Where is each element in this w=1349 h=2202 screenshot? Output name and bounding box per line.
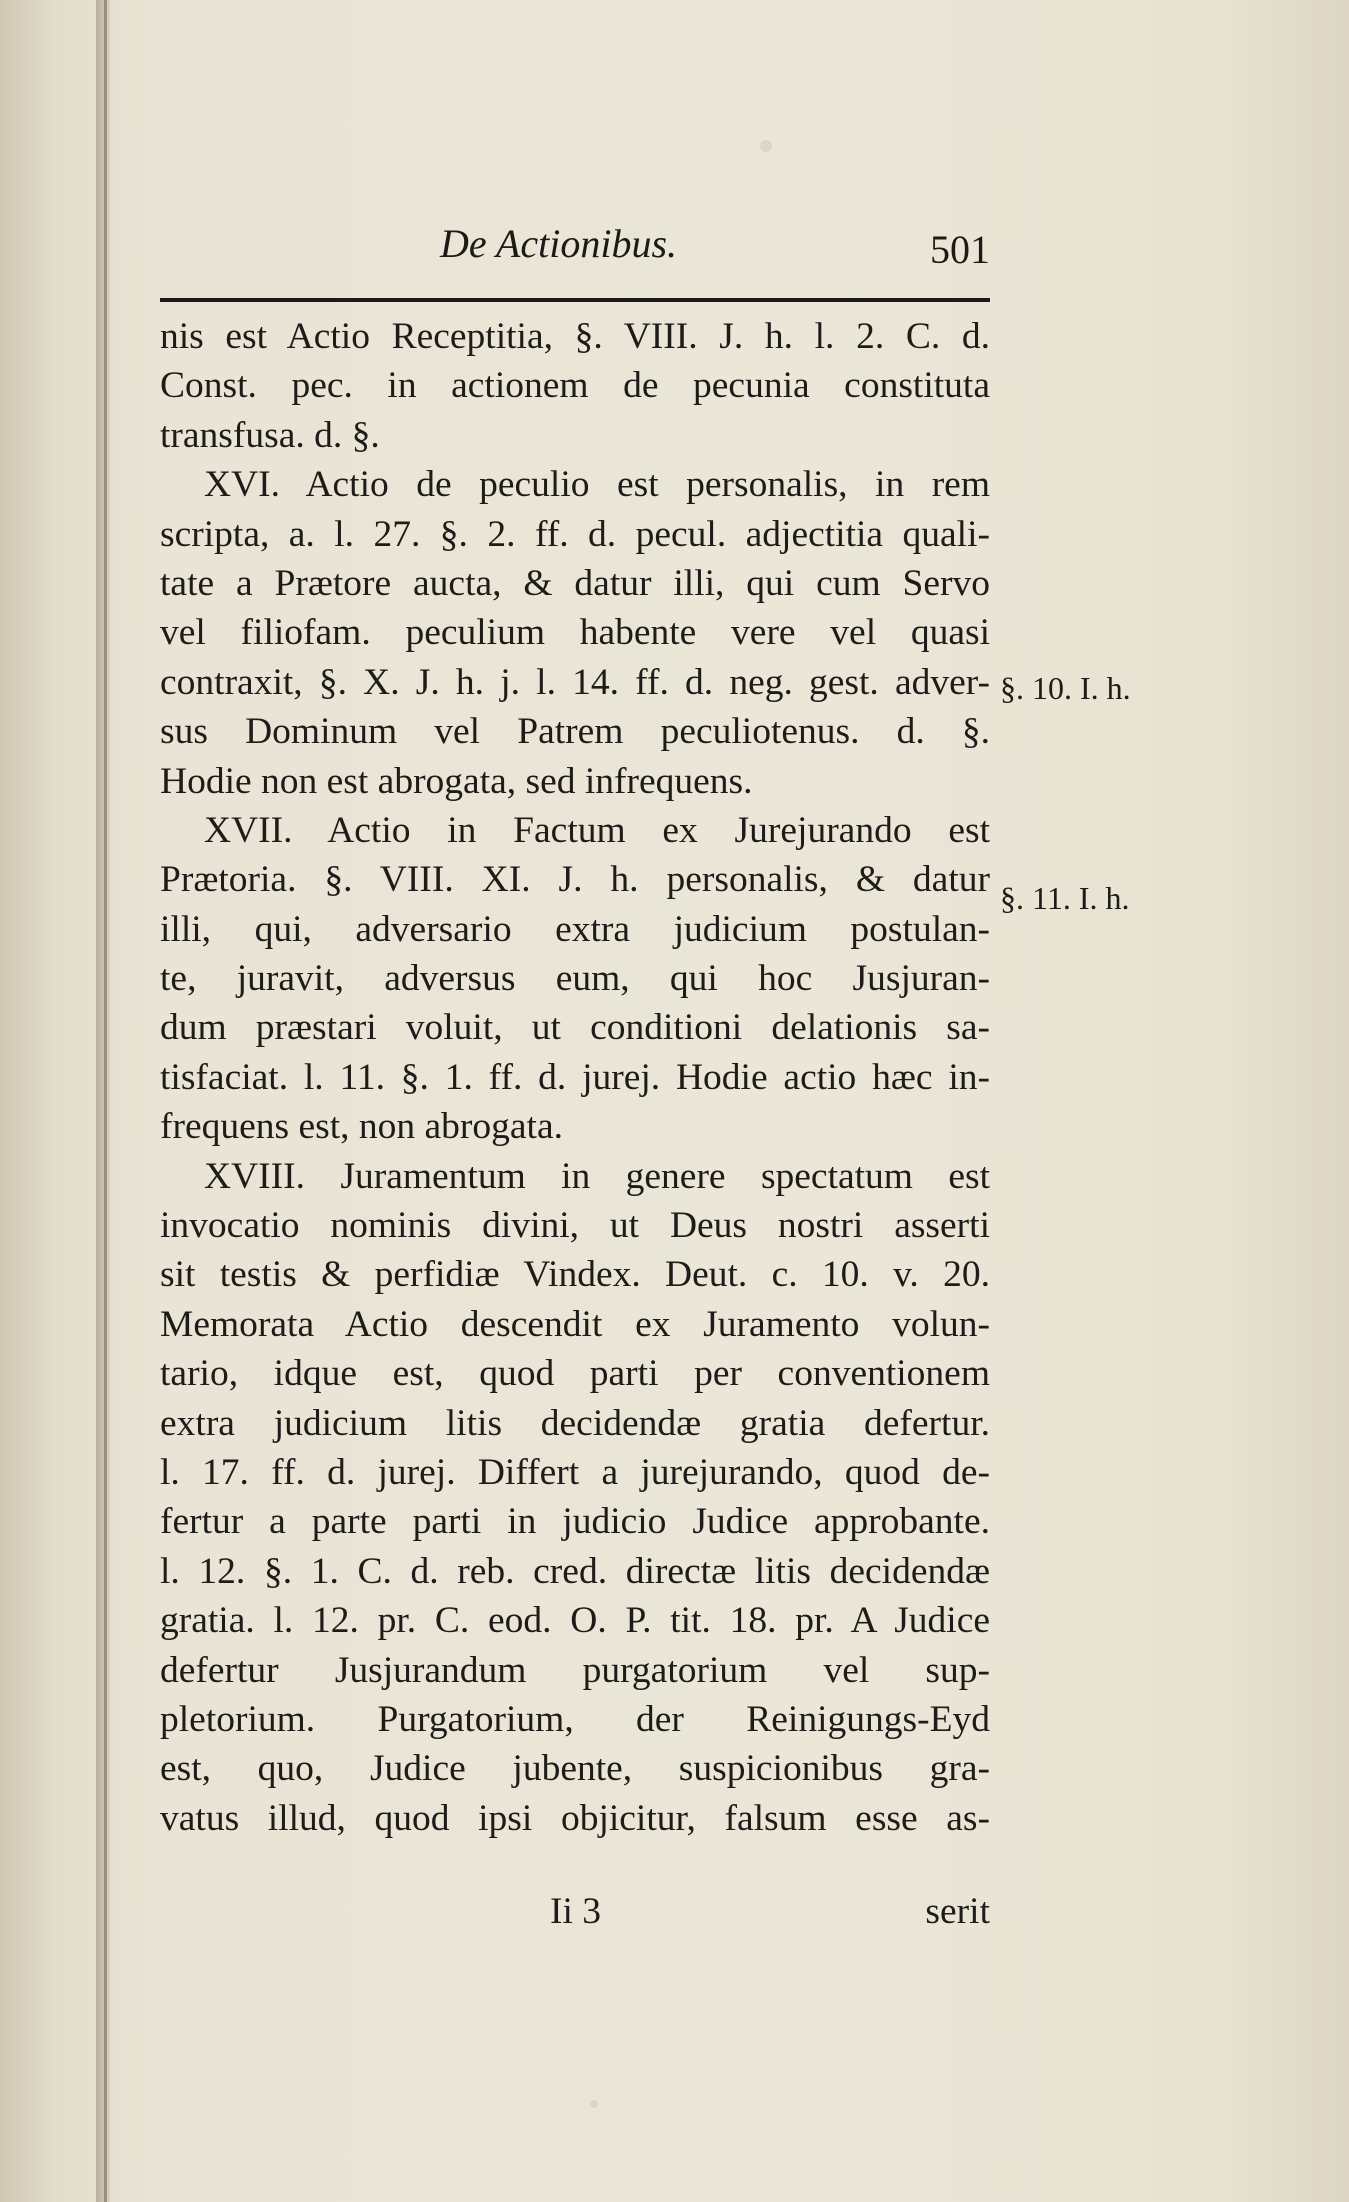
text-line: vatus illud, quod ipsi objicitur, falsum esse as- xyxy=(160,1797,990,1839)
text-line: illi, qui, adversario extra judicium postulan- xyxy=(160,908,990,950)
text-line: l. 12. §. 1. C. d. reb. cred. directæ litis decidendæ xyxy=(160,1550,990,1592)
catchword: serit xyxy=(925,1891,990,1932)
text-line: scripta, a. l. 27. §. 2. ff. d. pecul. adjectitia quali- xyxy=(160,513,990,555)
foxing-spot xyxy=(760,140,772,152)
page-footer xyxy=(160,1890,990,1950)
text-line: vel filiofam. peculium habente vere vel quasi xyxy=(160,612,990,654)
binding-edge xyxy=(104,0,107,2202)
text-line: est, quo, Judice jubente, suspicionibus gra- xyxy=(160,1748,990,1790)
signature-mark: Ii 3 xyxy=(550,1891,602,1932)
text-line: nis est Actio Receptitia, §. VIII. J. h. l. 2. C. d. xyxy=(160,316,990,357)
text-line: XVII. Actio in Factum ex Jurejurando est xyxy=(204,809,990,851)
text-line: XVIII. Juramentum in genere spectatum est xyxy=(204,1155,990,1197)
text-line: transfusa. d. §. xyxy=(160,414,380,456)
page-number: 501 xyxy=(930,227,990,272)
text-line: tate a Prætore aucta, & datur illi, qui cum Servo xyxy=(160,562,990,604)
text-line: l. 17. ff. d. jurej. Differt a jurejurando, quod de- xyxy=(160,1451,990,1493)
text-line: tisfaciat. l. 11. §. 1. ff. d. jurej. Hodie actio hæc in- xyxy=(160,1056,990,1098)
text-line: Memorata Actio descendit ex Juramento volun- xyxy=(160,1303,990,1345)
text-line: gratia. l. 12. pr. C. eod. O. P. tit. 18. pr. A Judice xyxy=(160,1600,990,1642)
text-line: Const. pec. in actionem de pecunia constituta xyxy=(160,365,990,407)
text-line: dum præstari voluit, ut conditioni delationis sa- xyxy=(160,1007,990,1049)
text-line: sit testis & perfidiæ Vindex. Deut. c. 10. v. 20. xyxy=(160,1254,990,1296)
margin-note: §. 10. I. h. xyxy=(1000,670,1131,706)
text-line: contraxit, §. X. J. h. j. l. 14. ff. d. neg. gest. adver- xyxy=(160,661,990,703)
margin-note: §. 11. I. h. xyxy=(1000,880,1130,916)
text-line: fertur a parte parti in judicio Judice approbante. xyxy=(160,1501,990,1543)
running-head xyxy=(160,220,990,280)
running-title: De Actionibus. xyxy=(440,221,678,266)
foxing-spot xyxy=(590,2100,598,2108)
header-rule xyxy=(160,298,990,302)
text-line: Hodie non est abrogata, sed infrequens. xyxy=(160,760,753,802)
text-line: pletorium. Purgatorium, der Reinigungs-Eyd xyxy=(160,1698,990,1740)
page-gutter xyxy=(96,0,110,2202)
text-line: extra judicium litis decidendæ gratia defertur. xyxy=(160,1402,990,1444)
text-line: invocatio nominis divini, ut Deus nostri asserti xyxy=(160,1205,990,1247)
text-line: frequens est, non abrogata. xyxy=(160,1106,563,1148)
text-line: XVI. Actio de peculio est personalis, in rem xyxy=(204,464,990,506)
text-line: defertur Jusjurandum purgatorium vel sup- xyxy=(160,1649,990,1691)
text-line: Prætoria. §. VIII. XI. J. h. personalis, & datur xyxy=(160,859,990,901)
text-line: sus Dominum vel Patrem peculiotenus. d. §. xyxy=(160,711,990,753)
body-text xyxy=(160,312,990,1843)
text-line: tario, idque est, quod parti per conventionem xyxy=(160,1353,990,1395)
text-line: te, juravit, adversus eum, qui hoc Jusjuran- xyxy=(160,958,990,1000)
